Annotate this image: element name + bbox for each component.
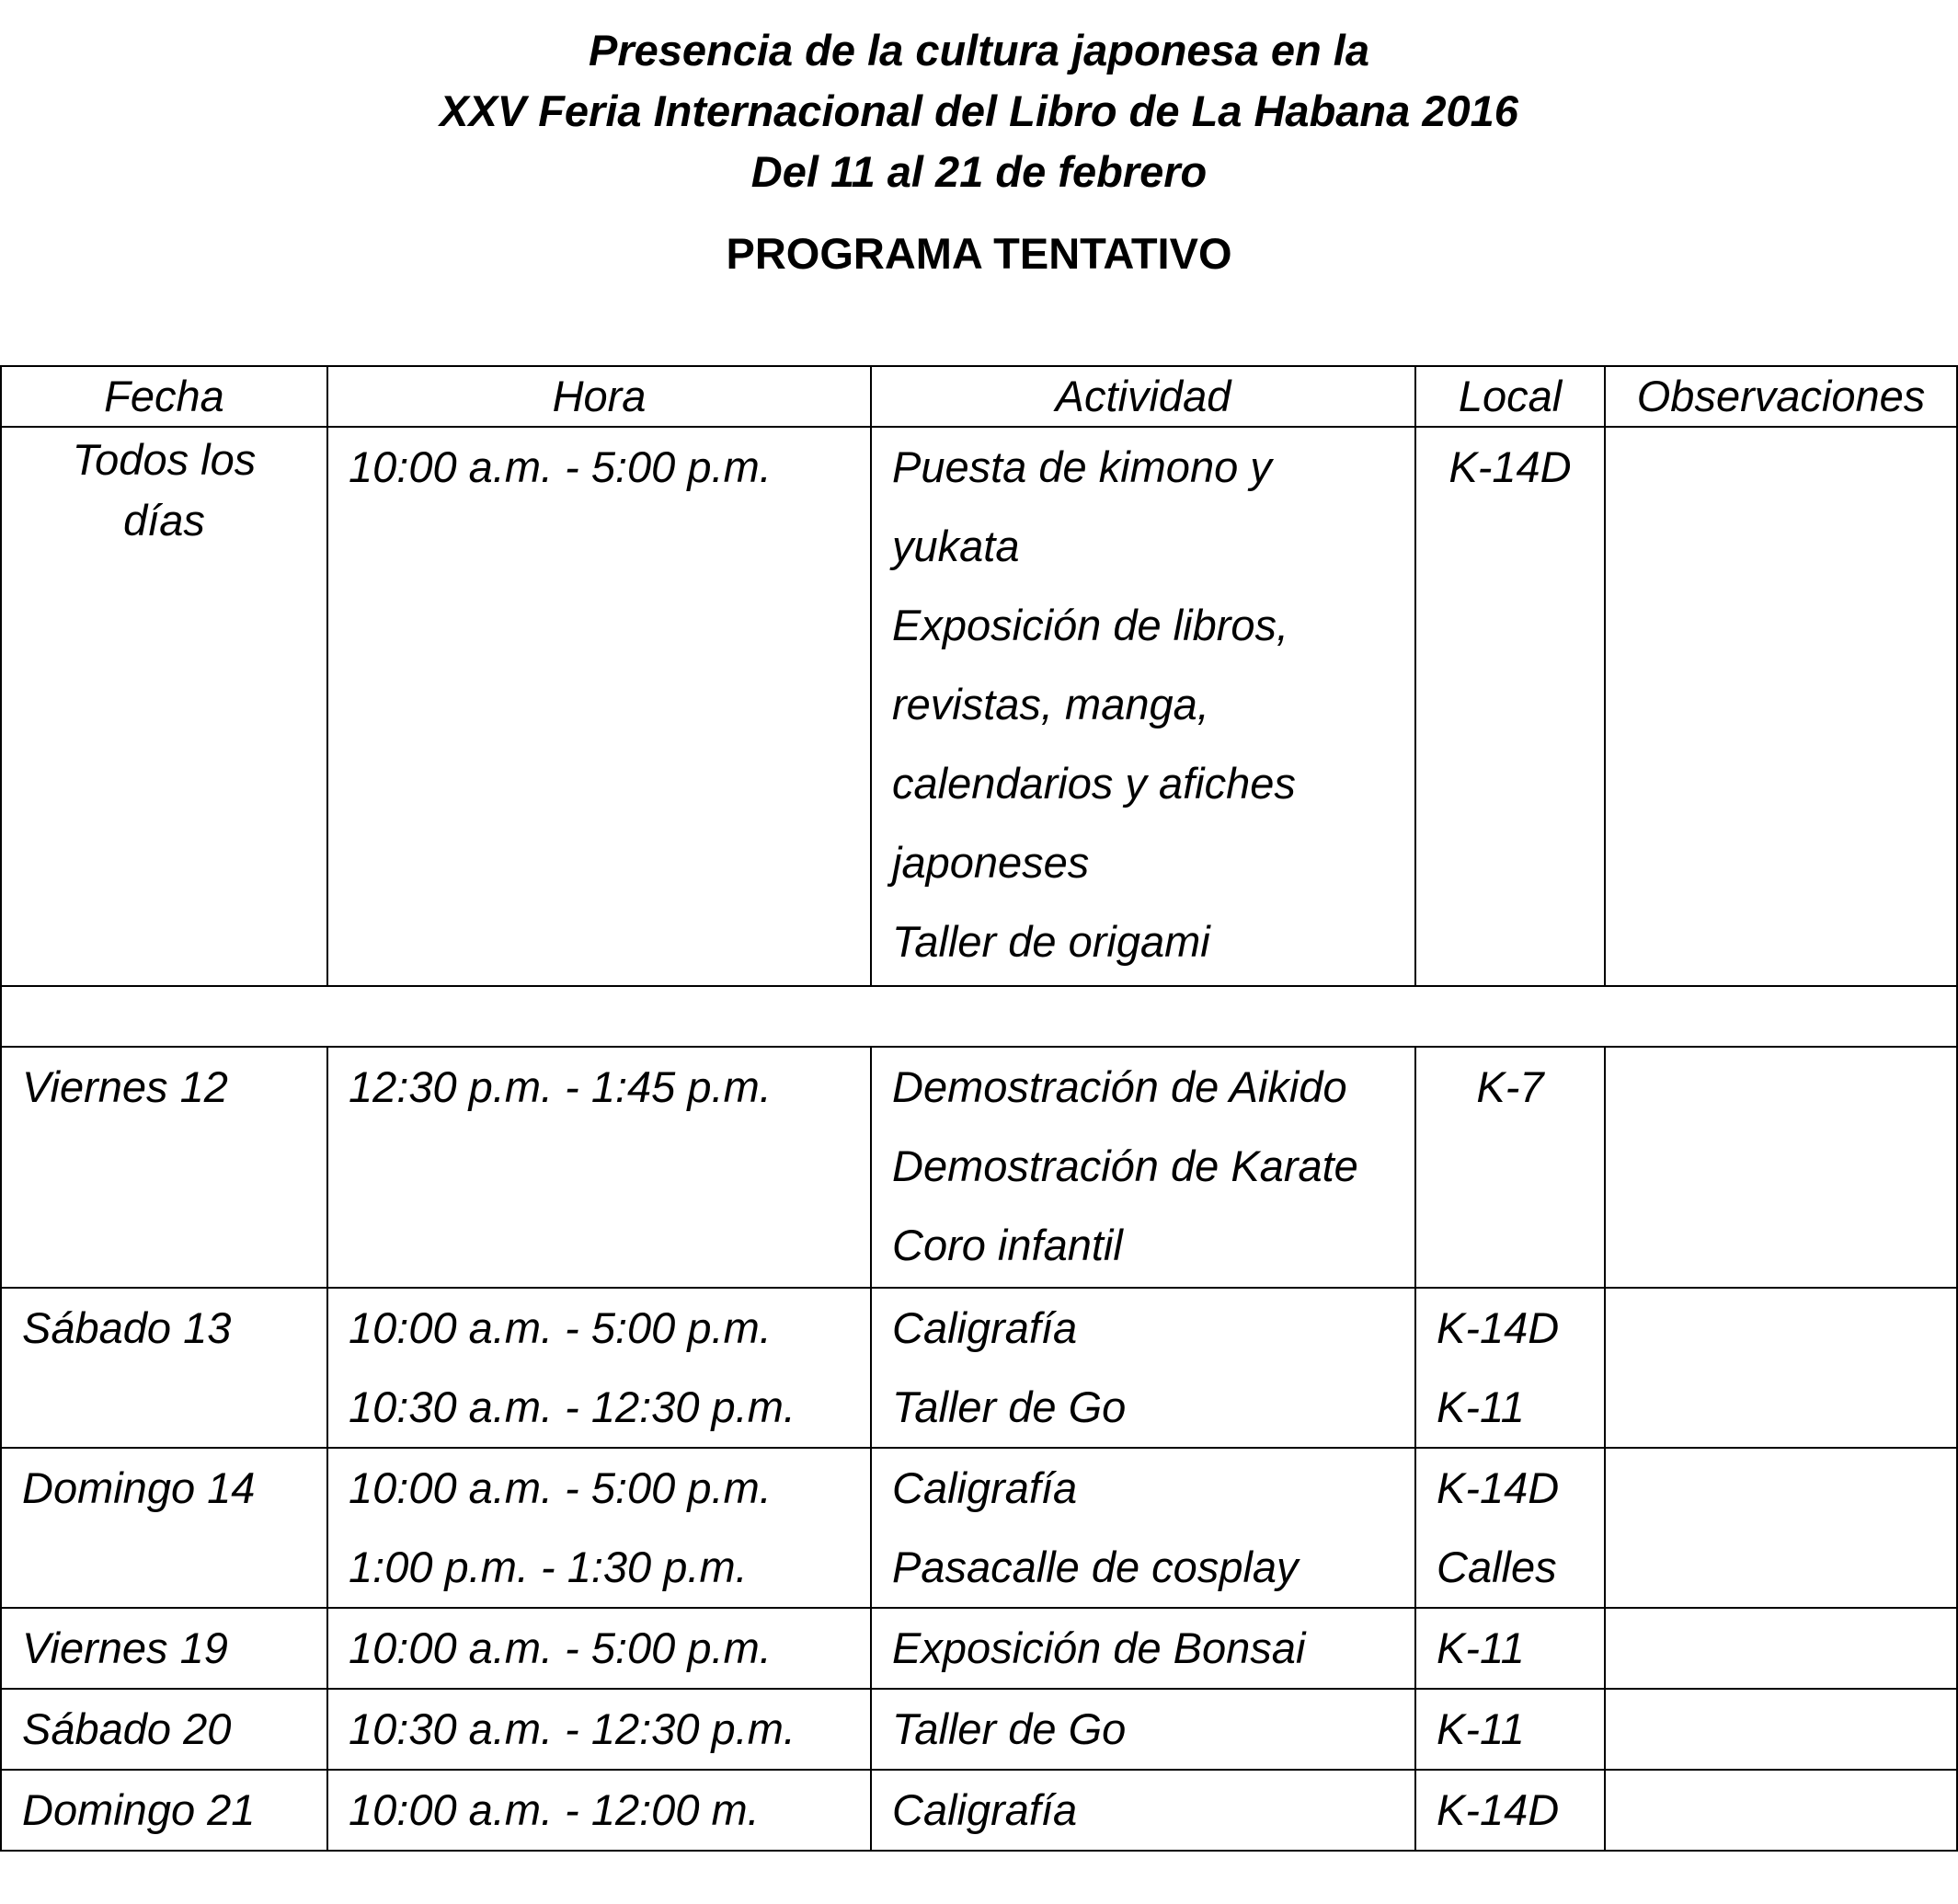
cell-hora <box>327 1047 871 1288</box>
cell-line: Viernes 12 <box>22 1062 228 1111</box>
table-header <box>1 366 1957 427</box>
cell-line: calendarios y afiches <box>892 759 1296 808</box>
cell-local <box>1415 1770 1605 1851</box>
cell-line: K-7 <box>1476 1062 1544 1111</box>
cell-line: K-11 <box>1437 1704 1525 1753</box>
cell-line: K-14D <box>1437 1463 1560 1512</box>
cell-line: 10:30 a.m. - 12:30 p.m. <box>349 1382 796 1431</box>
cell-observaciones <box>1605 1770 1957 1851</box>
cell-line: Sábado 13 <box>22 1303 232 1352</box>
cell-line: K-14D <box>1437 1785 1560 1834</box>
cell-line: K-14D <box>1448 442 1572 491</box>
cell-line: 10:00 a.m. - 5:00 p.m. <box>349 1463 772 1512</box>
cell-local <box>1415 1608 1605 1689</box>
title-line-1: Presencia de la cultura japonesa en la <box>589 26 1369 75</box>
cell-fecha <box>1 1689 327 1770</box>
cell-local <box>1415 1689 1605 1770</box>
cell-line: Domingo 14 <box>22 1463 256 1512</box>
column-header-actividad: Actividad <box>871 366 1415 427</box>
cell-line: 10:00 a.m. - 5:00 p.m. <box>349 1623 772 1672</box>
cell-hora <box>327 1770 871 1851</box>
cell-line: Demostración de Aikido <box>892 1062 1347 1111</box>
cell-line: Pasacalle de cosplay <box>892 1543 1299 1591</box>
cell-fecha <box>1 1608 327 1689</box>
table-row <box>1 427 1957 986</box>
cell-line: K-14D <box>1437 1303 1560 1352</box>
cell-hora <box>327 1608 871 1689</box>
cell-line: revistas, manga, <box>892 680 1209 728</box>
cell-line: japoneses <box>892 838 1090 887</box>
cell-line: 10:00 a.m. - 12:00 m. <box>349 1785 760 1834</box>
cell-line: 12:30 p.m. - 1:45 p.m. <box>349 1062 772 1111</box>
cell-observaciones <box>1605 1608 1957 1689</box>
cell-line: Calles <box>1437 1543 1557 1591</box>
cell-line: 10:30 a.m. - 12:30 p.m. <box>349 1704 796 1753</box>
table-row-separator <box>1 986 1957 1047</box>
cell-local <box>1415 1288 1605 1448</box>
cell-actividad <box>871 1047 1415 1288</box>
cell-line: Taller de Go <box>892 1704 1127 1753</box>
cell-line: Taller de origami <box>892 917 1210 966</box>
title-line-2: XXV Feria Internacional del Libro de La Habana 2016 <box>440 86 1518 135</box>
cell-fecha <box>1 1448 327 1608</box>
column-header-hora: Hora <box>327 366 871 427</box>
table-row <box>1 1608 1957 1689</box>
cell-actividad <box>871 1689 1415 1770</box>
cell-fecha <box>1 1770 327 1851</box>
cell-observaciones <box>1605 1448 1957 1608</box>
title-line-3: Del 11 al 21 de febrero <box>750 147 1208 196</box>
table-row <box>1 1448 1957 1608</box>
cell-line: Caligrafía <box>892 1463 1078 1512</box>
column-header-fecha: Fecha <box>1 366 327 427</box>
cell-hora <box>327 1448 871 1608</box>
cell-line: Caligrafía <box>892 1303 1078 1352</box>
cell-hora <box>327 427 871 986</box>
cell-line: Coro infantil <box>892 1221 1123 1269</box>
cell-actividad <box>871 1608 1415 1689</box>
cell-local <box>1415 427 1605 986</box>
cell-actividad <box>871 427 1415 986</box>
cell-actividad <box>871 1448 1415 1608</box>
schedule-table <box>0 365 1958 1852</box>
cell-hora <box>327 1689 871 1770</box>
document-subtitle: PROGRAMA TENTATIVO <box>726 229 1232 278</box>
cell-line: yukata <box>892 522 1020 570</box>
cell-fecha <box>1 427 327 986</box>
cell-local <box>1415 1448 1605 1608</box>
table-row <box>1 1689 1957 1770</box>
cell-line: Exposición de Bonsai <box>892 1623 1306 1672</box>
cell-line: K-11 <box>1437 1623 1525 1672</box>
cell-line: Sábado 20 <box>22 1704 232 1753</box>
cell-fecha <box>1 1047 327 1288</box>
cell-line: Todos los <box>72 435 257 484</box>
cell-observaciones <box>1605 1047 1957 1288</box>
cell-actividad <box>871 1770 1415 1851</box>
cell-hora <box>327 1288 871 1448</box>
cell-line: días <box>123 496 205 545</box>
cell-observaciones <box>1605 1288 1957 1448</box>
cell-line: Puesta de kimono y <box>892 442 1272 491</box>
cell-line: Taller de Go <box>892 1382 1127 1431</box>
column-header-observaciones: Observaciones <box>1605 366 1957 427</box>
table-row <box>1 1288 1957 1448</box>
table-body <box>1 427 1957 1851</box>
cell-line: Exposición de libros, <box>892 601 1289 649</box>
cell-actividad <box>871 1288 1415 1448</box>
cell-line: Domingo 21 <box>22 1785 256 1834</box>
table-row <box>1 1770 1957 1851</box>
cell-line: 10:00 a.m. - 5:00 p.m. <box>349 442 772 491</box>
cell-line: Demostración de Karate <box>892 1141 1358 1190</box>
column-header-local: Local <box>1415 366 1605 427</box>
cell-fecha <box>1 1288 327 1448</box>
cell-line: Viernes 19 <box>22 1623 228 1672</box>
separator-cell <box>1 986 1957 1047</box>
cell-local <box>1415 1047 1605 1288</box>
document-header <box>0 20 1958 281</box>
table-row <box>1 1047 1957 1288</box>
cell-line: 10:00 a.m. - 5:00 p.m. <box>349 1303 772 1352</box>
cell-line: Caligrafía <box>892 1785 1078 1834</box>
cell-line: K-11 <box>1437 1382 1525 1431</box>
cell-line: 1:00 p.m. - 1:30 p.m. <box>349 1543 748 1591</box>
cell-observaciones <box>1605 1689 1957 1770</box>
header-row <box>1 366 1957 427</box>
cell-observaciones <box>1605 427 1957 986</box>
